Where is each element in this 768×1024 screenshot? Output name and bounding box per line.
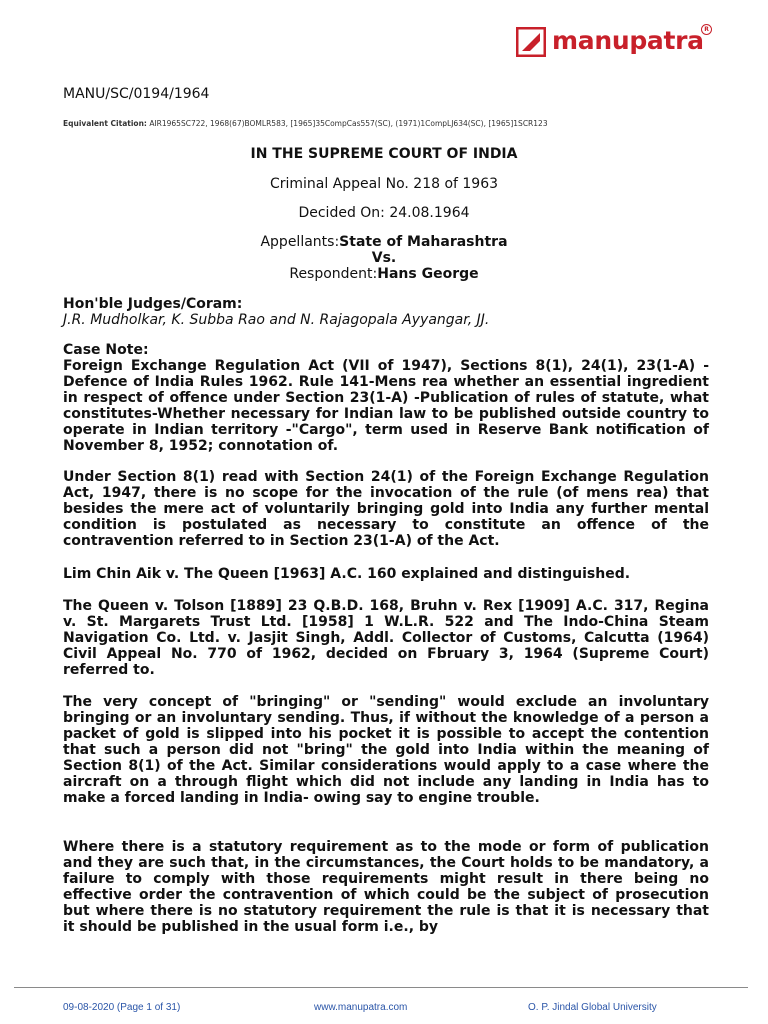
case-note-paragraph: Foreign Exchange Regulation Act (VII of 1947), Sections 8(1), 24(1), 23(1-A) - Defence of India Rules 1962. Rule 141-Mens rea whether an essential ingredient in respect of offence under Section 23(1-A) -Publication of rules of statute, what constitutes-Whether necessary for Indian law to be published outside country to operate in Indian territory -"Cargo", term used in Reserve Bank notification of November 8, 1952; connotation of. xyxy=(63,358,709,454)
manupatra-logo xyxy=(516,20,712,60)
case-note-paragraph: The very concept of "bringing" or "sending" would exclude an involuntary bringing or an involuntary sending. Thus, if without the knowledge of a person a packet of gold is slipped into his pocket it is possible to accept the contention that such a person did not "bring" the gold into India within the meaning of Section 8(1) of the Act. Similar considerations would apply to a case where the aircraft on a through flight which did not include any landing in India has to make a forced landing in India- owing say to engine trouble. xyxy=(63,694,709,806)
parties-block xyxy=(0,234,768,282)
equivalent-citation xyxy=(63,119,723,128)
manu-citation-id: MANU/SC/0194/1964 xyxy=(63,86,210,102)
footer-divider xyxy=(14,987,748,988)
appellants-label: Appellants: xyxy=(260,234,340,250)
versus: Vs. xyxy=(371,250,397,266)
case-note-paragraph: Under Section 8(1) read with Section 24(1) of the Foreign Exchange Regulation Act, 1947, there is no scope for the invocation of the rule (of mens rea) that besides the mere act of voluntarily bringing gold into India any further mental condition is postulated as necessary to constitute an offence of the contravention referred to in Section 23(1-A) of the Act. xyxy=(63,469,709,549)
respondent-label: Respondent: xyxy=(289,266,378,282)
decided-date: Decided On: 24.08.1964 xyxy=(298,205,470,221)
equivalent-citation-value: AIR1965SC722, 1968(67)BOMLR583, [1965]35CompCas557(SC), (1971)1CompLJ634(SC), [1965]1SCR123 xyxy=(149,119,548,128)
appellants-line xyxy=(0,234,768,250)
footer-institution: O. P. Jindal Global University xyxy=(528,1002,657,1013)
logo-text: manupatra xyxy=(552,26,704,55)
court-name: IN THE SUPREME COURT OF INDIA xyxy=(250,146,518,162)
footer-date-page: 09-08-2020 (Page 1 of 31) xyxy=(63,1002,181,1013)
versus-line xyxy=(0,250,768,266)
respondent-line xyxy=(0,266,768,282)
registered-mark-icon: R xyxy=(701,24,712,35)
appellants-name: State of Maharashtra xyxy=(339,234,508,250)
equivalent-citation-label: Equivalent Citation: xyxy=(63,119,147,128)
case-note-heading: Case Note: xyxy=(63,342,149,358)
manupatra-logo-icon xyxy=(516,27,546,57)
appeal-number: Criminal Appeal No. 218 of 1963 xyxy=(269,176,499,192)
footer-website-link[interactable]: www.manupatra.com xyxy=(314,1002,408,1013)
case-note-paragraph: The Queen v. Tolson [1889] 23 Q.B.D. 168, Bruhn v. Rex [1909] A.C. 317, Regina v. St. Margarets Trust Ltd. [1958] 1 W.L.R. 522 and The Indo-China Steam Navigation Co. Ltd. v. Jasjit Singh, Addl. Collector of Customs, Calcutta (1964) Civil Appeal No. 770 of 1962, decided on Fbruary 3, 1964 (Supreme Court) referred to. xyxy=(63,598,709,678)
coram-heading: Hon'ble Judges/Coram: xyxy=(63,296,243,312)
case-note-paragraph: Where there is a statutory requirement as to the mode or form of publication and they are such that, in the circumstances, the Court holds to be mandatory, a failure to comply with those requirements might result in there being no effective order the contravention of which could be the subject of prosecution but where there is no statutory requirement the rule is that it is necessary that it should be published in the usual form i.e., by xyxy=(63,839,709,935)
case-note-paragraph: Lim Chin Aik v. The Queen [1963] A.C. 160 explained and distinguished. xyxy=(63,566,631,582)
respondent-name: Hans George xyxy=(377,266,479,282)
coram-judges: J.R. Mudholkar, K. Subba Rao and N. Rajagopala Ayyangar, JJ. xyxy=(63,312,490,328)
coram-block xyxy=(63,296,709,328)
